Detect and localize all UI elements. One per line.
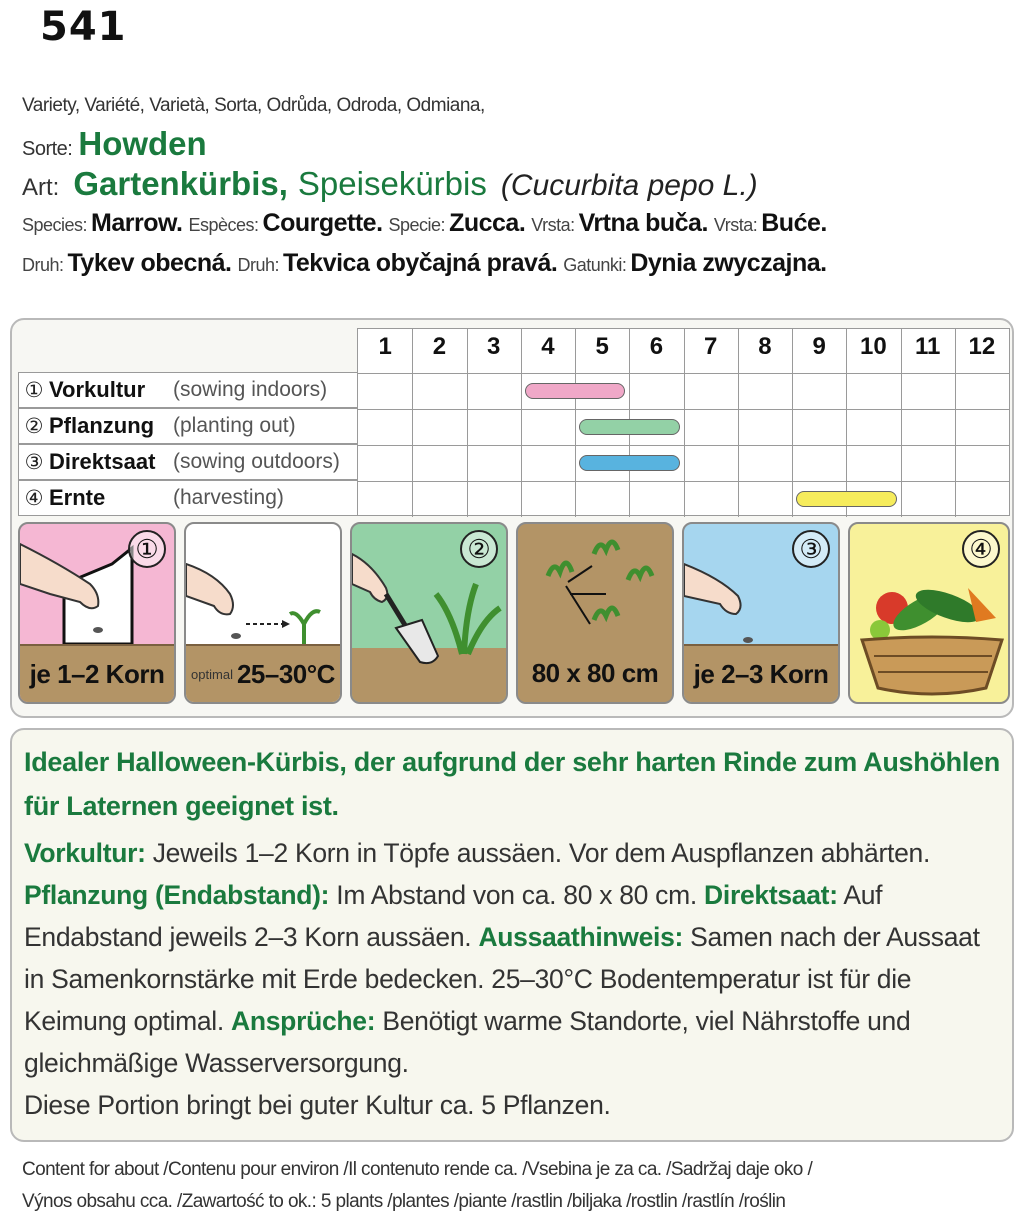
art-name-regular: Speisekürbis	[297, 165, 487, 202]
species-name: Vrtna buča.	[578, 209, 708, 237]
latin-name: (Cucurbita pepo L.)	[500, 169, 758, 202]
tile-sowing-pot	[18, 522, 176, 704]
tile-planting-out	[350, 522, 508, 704]
month-label: 8	[758, 333, 772, 360]
calendar-bar-direktsaat	[579, 455, 680, 471]
calendar-table	[18, 328, 1010, 516]
month-label: 5	[595, 333, 609, 360]
instruction-tiles	[18, 522, 1010, 704]
month-label: 10	[860, 333, 887, 360]
art-label: Art:	[22, 174, 60, 201]
keyword-vorkultur: Vorkultur:	[24, 838, 146, 868]
keyword-pflanzung: Pflanzung (Endabstand):	[24, 880, 330, 910]
species-name: Buće.	[761, 209, 827, 237]
description-intro: Idealer Halloween-Kürbis, der aufgrund der sehr harten Rinde zum Aushöhlen für Laternen geeignet ist.	[24, 747, 1000, 821]
step-number-icon: ④	[962, 530, 1000, 568]
variety-header	[22, 95, 1012, 289]
step-number-icon: ①	[128, 530, 166, 568]
tile-caption: je 2–3 Korn	[693, 658, 829, 689]
tile-direct-sowing	[682, 522, 840, 704]
species-label: Espèces:	[188, 215, 259, 235]
keyword-aussaathinweis: Aussaathinweis:	[478, 922, 684, 952]
calendar-row-vorkultur	[18, 372, 357, 408]
tile-caption-small: optimal	[191, 666, 233, 682]
month-label: 11	[914, 333, 941, 360]
tile-soil	[186, 644, 340, 702]
species-label: Gatunki:	[563, 255, 627, 275]
month-label: 1	[378, 333, 392, 360]
row-label-en: (sowing indoors)	[173, 378, 328, 401]
packet-number: 541	[40, 4, 127, 50]
text-vorkultur: Jeweils 1–2 Korn in Töpfe aussäen. Vor dem Auspflanzen abhärten.	[145, 838, 931, 868]
grid-row-line	[358, 445, 1009, 446]
grid-row-line	[358, 373, 1009, 374]
step-number-icon: ②	[460, 530, 498, 568]
species-label: Species:	[22, 215, 88, 235]
calendar-grid	[357, 328, 1010, 516]
portion-text: Diese Portion bringt bei guter Kultur ca. 5 Pflanzen.	[24, 1090, 611, 1120]
species-name: Zucca.	[449, 209, 526, 237]
spacing-illustration	[518, 524, 674, 654]
sorte-line	[22, 125, 1012, 165]
sorte-label: Sorte:	[22, 138, 73, 160]
germination-illustration	[186, 524, 342, 654]
calendar-bar-ernte	[796, 491, 897, 507]
tile-harvesting	[848, 522, 1010, 704]
calendar-row-pflanzung	[18, 408, 357, 444]
row-label-de: Direktsaat	[49, 449, 156, 474]
tile-caption: 25–30°C	[236, 658, 335, 689]
species-name: Marrow.	[91, 209, 183, 237]
art-line	[22, 165, 1012, 209]
tile-soil	[684, 644, 838, 702]
species-label: Vrsta:	[713, 215, 758, 235]
calendar-bar-pflanzung	[579, 419, 680, 435]
grid-row-line	[358, 409, 1009, 410]
row-label-de: Ernte	[49, 485, 106, 510]
species-line-1	[22, 209, 1012, 249]
month-label: 12	[968, 333, 996, 360]
calendar-row-ernte	[18, 480, 357, 516]
calendar-row-direktsaat	[18, 444, 357, 480]
row-label-en: (sowing outdoors)	[173, 450, 340, 473]
text-pflanzung: Im Abstand von ca. 80 x 80 cm.	[329, 880, 705, 910]
keyword-ansprueche: Ansprüche:	[231, 1006, 376, 1036]
species-label: Vrsta:	[531, 215, 575, 235]
step-number-icon: ③	[792, 530, 830, 568]
calendar-bar-vorkultur	[525, 383, 626, 399]
step-number-icon: ①	[24, 378, 44, 402]
tile-soil	[518, 644, 672, 702]
month-label: 6	[649, 333, 664, 360]
species-line-2	[22, 249, 1012, 289]
text-direktsaat: Auf Endabstand jeweils 2–3 Korn aussäen.	[24, 880, 883, 952]
variety-name: Howden	[78, 125, 207, 162]
step-number-icon: ②	[24, 414, 44, 438]
month-label: 4	[541, 333, 555, 360]
tile-caption: 80 x 80 cm	[531, 657, 659, 688]
tile-caption: je 1–2 Korn	[29, 658, 165, 689]
keyword-direktsaat: Direktsaat:	[704, 880, 838, 910]
footer-line-1: Content for about /Contenu pour environ /Il contenuto rende ca. /Vsebina je za ca. /Sadržaj daje oko /	[22, 1159, 813, 1180]
sowing-calendar	[10, 318, 1014, 718]
month-label: 7	[703, 333, 718, 360]
text-aussaathinweis: Samen nach der Aussaat in Samenkornstärke mit Erde bedecken. 25–30°C Bodentemperatur ist für die Keimung optimal.	[24, 922, 980, 1036]
species-label: Druh:	[22, 255, 64, 275]
row-label-en: (planting out)	[173, 414, 296, 437]
description-body	[24, 832, 1000, 1126]
art-name-bold: Gartenkürbis,	[73, 165, 288, 202]
month-label: 2	[432, 333, 447, 360]
month-label: 9	[812, 333, 826, 360]
row-label-en: (harvesting)	[173, 486, 284, 509]
description-box	[10, 728, 1014, 1142]
step-number-icon: ④	[24, 486, 44, 510]
species-label: Druh:	[237, 255, 279, 275]
species-name: Tekvica obyčajná pravá.	[282, 249, 558, 277]
month-label: 3	[486, 333, 501, 360]
tile-spacing	[516, 522, 674, 704]
tile-germination-temperature	[184, 522, 342, 704]
species-label: Specie:	[388, 215, 446, 235]
species-name: Courgette.	[262, 209, 383, 237]
tile-soil	[20, 644, 174, 702]
footer-line-2: Výnos obsahu cca. /Zawartość to ok.: 5 plants /plantes /piante /rastlin /biljaka /rostlin /rastlín /roślin	[22, 1191, 786, 1212]
species-name: Tykev obecná.	[67, 249, 232, 277]
step-number-icon: ③	[24, 450, 44, 474]
row-label-de: Pflanzung	[49, 413, 155, 438]
variety-line: Variety, Variété, Varietà, Sorta, Odrůda, Odroda, Odmiana,	[22, 95, 485, 116]
content-footer	[22, 1154, 1012, 1218]
text-ansprueche: Benötigt warme Standorte, viel Nährstoffe und gleichmäßige Wasserversorgung.	[24, 1006, 911, 1078]
grid-row-line	[358, 481, 1009, 482]
species-name: Dynia zwyczajna.	[630, 249, 827, 277]
row-label-de: Vorkultur	[49, 377, 146, 402]
